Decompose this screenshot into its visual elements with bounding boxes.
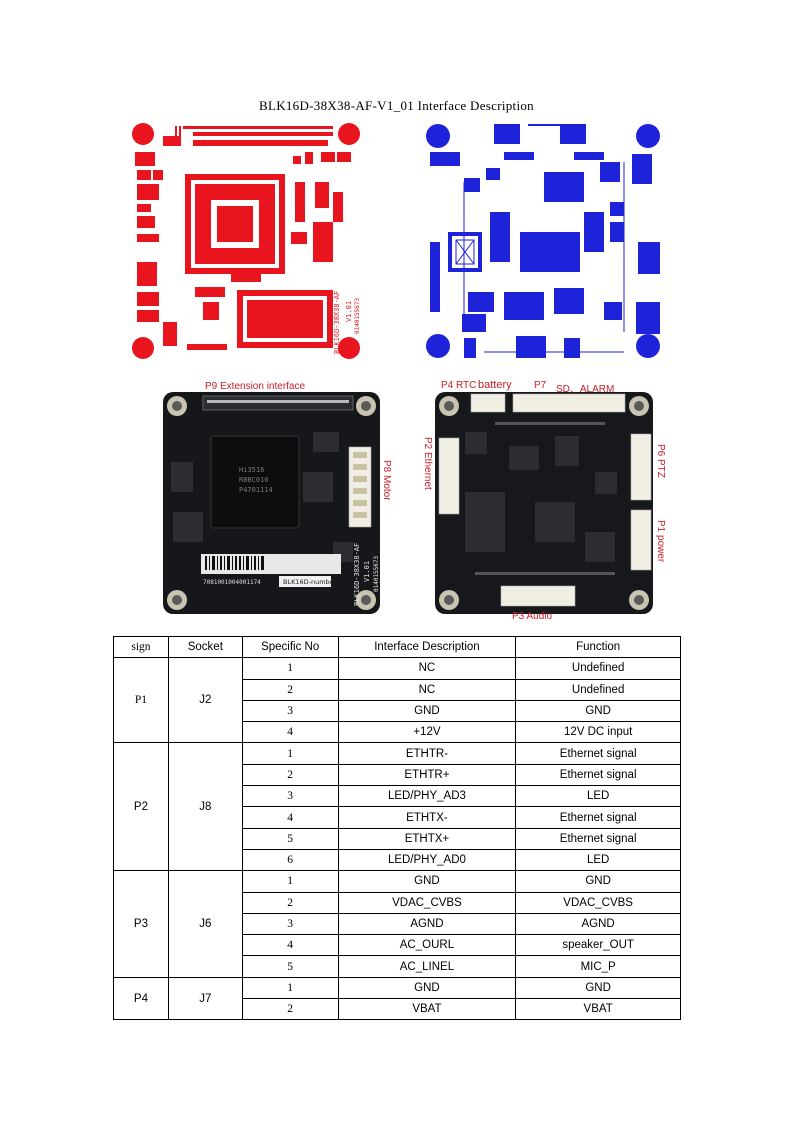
func-cell: Ethernet signal: [516, 828, 681, 849]
table-header-row: [114, 637, 681, 658]
board-serial-silk: 0140155673: [373, 555, 380, 592]
desc-cell: AC_OURL: [338, 935, 516, 956]
pcb-model-silk: BLK16D-38X38-AF: [333, 290, 341, 354]
table-row: [114, 658, 681, 679]
desc-cell: ETHTR+: [338, 764, 516, 785]
chip-label-3: P4701114: [239, 486, 273, 494]
func-cell: VDAC_CVBS: [516, 892, 681, 913]
desc-cell: NC: [338, 658, 516, 679]
func-cell: GND: [516, 871, 681, 892]
table-row: [114, 871, 681, 892]
barcode-number: 7081001004001174: [203, 579, 261, 586]
func-cell: 12V DC input: [516, 722, 681, 743]
desc-cell: VDAC_CVBS: [338, 892, 516, 913]
number-sticker: BLK16D-number: [283, 578, 337, 586]
no-cell: 5: [242, 956, 338, 977]
header-interface-description: Interface Description: [338, 637, 516, 658]
header-sign: sign: [114, 637, 169, 658]
desc-cell: LED/PHY_AD0: [338, 849, 516, 870]
func-cell: MIC_P: [516, 956, 681, 977]
func-cell: VBAT: [516, 999, 681, 1020]
board-photo-bottom: [435, 392, 653, 614]
no-cell: 2: [242, 764, 338, 785]
no-cell: 2: [242, 999, 338, 1020]
pcb-version-silk: V1.01: [345, 300, 353, 322]
table-row: [114, 743, 681, 764]
socket-cell: J7: [168, 977, 242, 1020]
desc-cell: AC_LINEL: [338, 956, 516, 977]
label-p7: P7: [534, 380, 547, 391]
no-cell: 1: [242, 871, 338, 892]
label-p2-ethernet: P2 Ethernet: [422, 437, 433, 490]
pcb-bottom-layer-drawing: [424, 122, 662, 360]
pcb-serial-silk: 0140155673: [354, 297, 361, 334]
label-battery: battery: [478, 379, 512, 391]
no-cell: 4: [242, 807, 338, 828]
sign-cell: P3: [114, 871, 169, 977]
func-cell: Ethernet signal: [516, 807, 681, 828]
desc-cell: GND: [338, 977, 516, 998]
func-cell: AGND: [516, 913, 681, 934]
desc-cell: ETHTX-: [338, 807, 516, 828]
socket-cell: J2: [168, 658, 242, 743]
func-cell: speaker_OUT: [516, 935, 681, 956]
header-function: Function: [516, 637, 681, 658]
desc-cell: +12V: [338, 722, 516, 743]
desc-cell: VBAT: [338, 999, 516, 1020]
desc-cell: ETHTR-: [338, 743, 516, 764]
sign-cell: P4: [114, 977, 169, 1020]
no-cell: 6: [242, 849, 338, 870]
func-cell: Ethernet signal: [516, 764, 681, 785]
label-p3-audio: P3 Audio: [512, 611, 553, 622]
desc-cell: LED/PHY_AD3: [338, 786, 516, 807]
board-photo-top: [163, 392, 380, 614]
func-cell: LED: [516, 786, 681, 807]
no-cell: 2: [242, 679, 338, 700]
pcb-top-layer-drawing: [133, 122, 360, 360]
no-cell: 1: [242, 977, 338, 998]
board-model-silk: BLK16D-38X38-AF: [353, 542, 361, 606]
label-p4-rtc: P4 RTC: [441, 380, 477, 391]
no-cell: 4: [242, 935, 338, 956]
func-cell: Undefined: [516, 658, 681, 679]
header-socket: Socket: [168, 637, 242, 658]
func-cell: GND: [516, 977, 681, 998]
no-cell: 2: [242, 892, 338, 913]
label-p8-motor: P8 Motor: [381, 460, 392, 501]
table-row: [114, 977, 681, 998]
label-p9-extension: P9 Extension interface: [205, 381, 306, 392]
interface-table: [113, 636, 681, 1020]
func-cell: Undefined: [516, 679, 681, 700]
board-photo-bottom-art: [435, 392, 653, 614]
socket-cell: J8: [168, 743, 242, 871]
func-cell: LED: [516, 849, 681, 870]
func-cell: GND: [516, 700, 681, 721]
page-title: BLK16D-38X38-AF-V1_01 Interface Description: [258, 98, 534, 113]
header-specific-no: Specific No: [242, 637, 338, 658]
no-cell: 3: [242, 700, 338, 721]
desc-cell: NC: [338, 679, 516, 700]
no-cell: 4: [242, 722, 338, 743]
chip-label-2: RBBC010: [239, 476, 269, 484]
socket-cell: J6: [168, 871, 242, 977]
no-cell: 5: [242, 828, 338, 849]
no-cell: 3: [242, 913, 338, 934]
no-cell: 1: [242, 743, 338, 764]
sign-cell: P1: [114, 658, 169, 743]
chip-label-1: Hi3516: [239, 466, 265, 474]
sign-cell: P2: [114, 743, 169, 871]
desc-cell: AGND: [338, 913, 516, 934]
desc-cell: GND: [338, 871, 516, 892]
label-sd-alarm: SD、ALARM: [556, 384, 615, 395]
board-photo-top-art: [163, 392, 380, 614]
label-p6-ptz: P6 PTZ: [655, 444, 666, 478]
no-cell: 3: [242, 786, 338, 807]
desc-cell: GND: [338, 700, 516, 721]
desc-cell: ETHTX+: [338, 828, 516, 849]
board-version-silk: V1.01: [363, 560, 371, 582]
func-cell: Ethernet signal: [516, 743, 681, 764]
label-p1-power: P1 power: [655, 520, 666, 563]
no-cell: 1: [242, 658, 338, 679]
